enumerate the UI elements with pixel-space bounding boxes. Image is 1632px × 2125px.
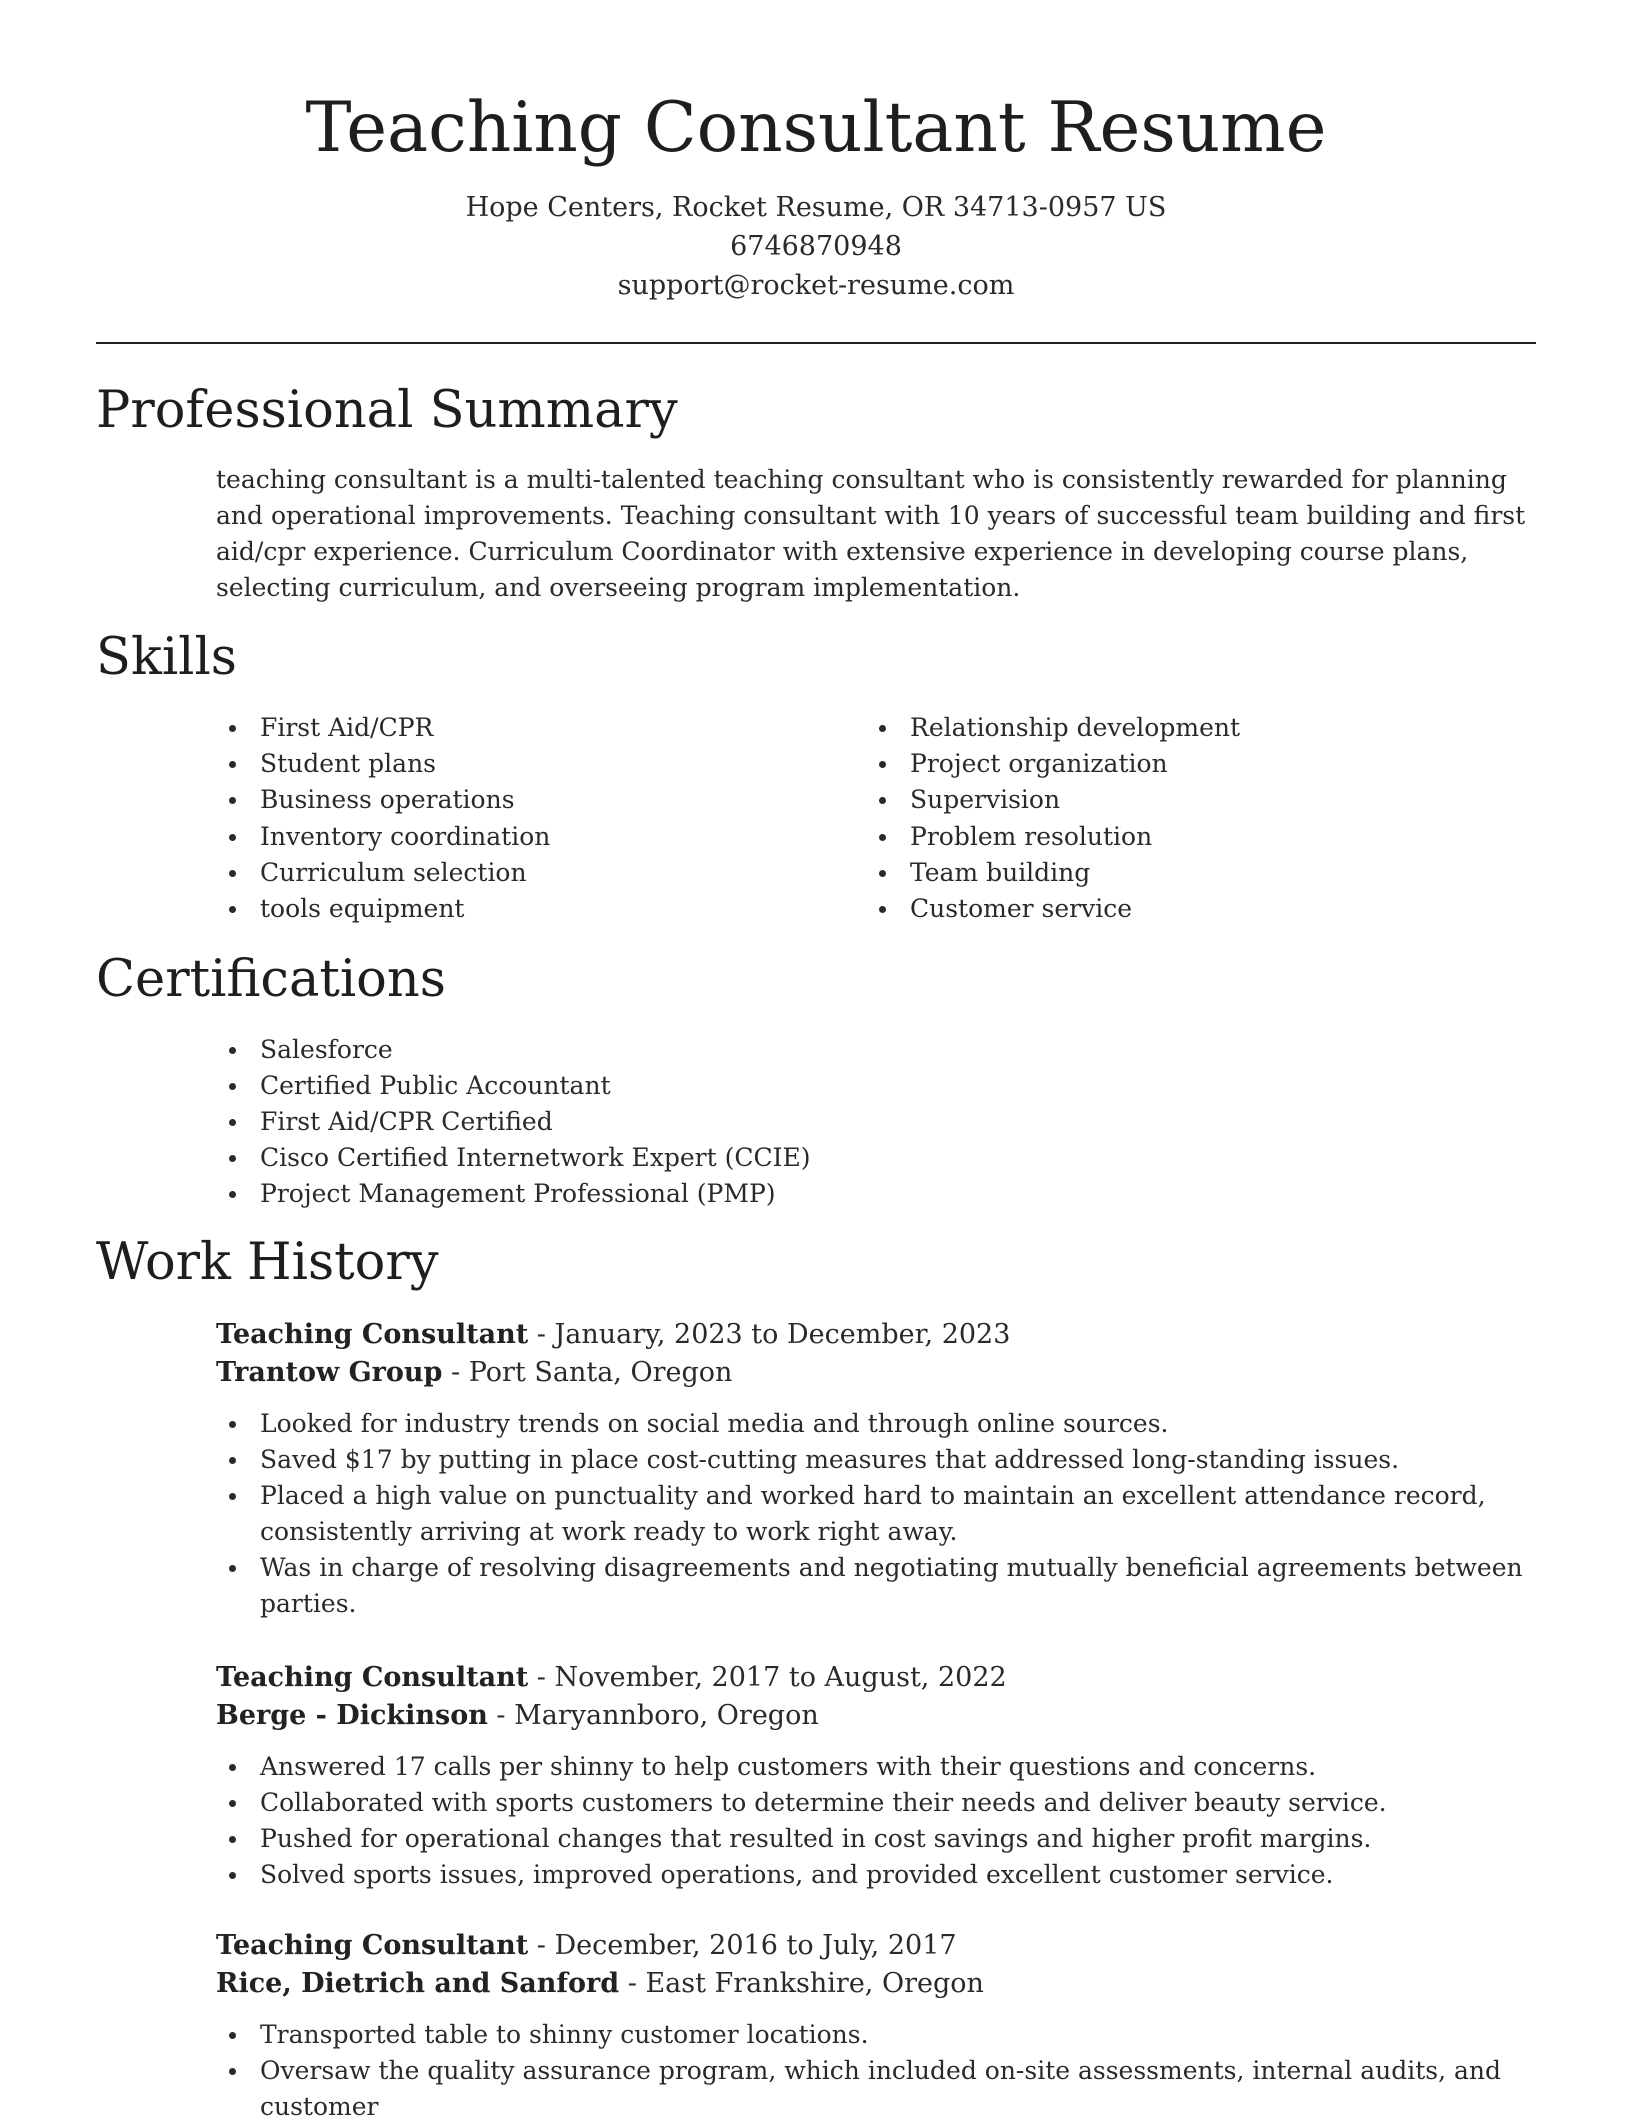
skills-list-left: [216, 710, 836, 927]
certifications-list: [216, 1032, 1416, 1212]
job-title-line: [216, 1659, 1546, 1697]
section-title-skills: Skills: [96, 628, 237, 687]
contact-phone: 6746870948: [730, 231, 902, 262]
certification-item: First Aid/CPR Certified: [216, 1104, 1416, 1140]
job-duty: Answered 17 calls per shinny to help customers with their questions and concerns.: [216, 1749, 1546, 1785]
section-title-summary: Professional Summary: [96, 381, 678, 440]
job-company: Rice, Dietrich and Sanford: [216, 1968, 620, 1999]
skill-item: Project organization: [866, 746, 1486, 782]
job-duty: Placed a high value on punctuality and worked hard to maintain an excellent attendance record, consistently arriving at work ready to work right away.: [216, 1478, 1546, 1550]
job-entry: [216, 1316, 1546, 1622]
job-title-line: [216, 1316, 1546, 1354]
certification-item: Salesforce: [216, 1032, 1416, 1068]
job-dates: - November, 2017 to August, 2022: [528, 1662, 1007, 1693]
skill-item: Relationship development: [866, 710, 1486, 746]
job-company: Trantow Group: [216, 1357, 443, 1388]
job-duty: Oversaw the quality assurance program, which included on-site assessments, internal audits, and customer: [216, 2053, 1546, 2125]
resume-title: Teaching Consultant Resume: [305, 88, 1327, 168]
certification-item: Cisco Certified Internetwork Expert (CCIE): [216, 1140, 1416, 1176]
resume-header: [0, 82, 1632, 305]
skill-item: tools equipment: [216, 891, 836, 927]
certification-item: Project Management Professional (PMP): [216, 1176, 1416, 1212]
job-company: Berge - Dickinson: [216, 1700, 488, 1731]
skill-item: Curriculum selection: [216, 855, 836, 891]
certification-item: Certified Public Accountant: [216, 1068, 1416, 1104]
section-title-certifications: Certifications: [96, 950, 446, 1009]
job-duties-list: [216, 1406, 1546, 1622]
job-location: - Maryannboro, Oregon: [487, 1700, 819, 1731]
skill-item: Team building: [866, 855, 1486, 891]
job-duty: Transported table to shinny customer locations.: [216, 2017, 1546, 2053]
skill-item: Supervision: [866, 782, 1486, 818]
contact-address: Hope Centers, Rocket Resume, OR 34713-0957 US: [465, 192, 1167, 223]
job-company-line: [216, 1697, 1546, 1735]
skill-item: Inventory coordination: [216, 819, 836, 855]
header-divider: [96, 342, 1536, 344]
job-duty: Looked for industry trends on social media and through online sources.: [216, 1406, 1546, 1442]
job-title: Teaching Consultant: [216, 1662, 529, 1693]
job-title: Teaching Consultant: [216, 1930, 529, 1961]
job-company-line: [216, 1354, 1546, 1392]
job-duty: Was in charge of resolving disagreements and negotiating mutually beneficial agreements between parties.: [216, 1550, 1546, 1622]
skill-item: First Aid/CPR: [216, 710, 836, 746]
job-duty: Solved sports issues, improved operations, and provided excellent customer service.: [216, 1857, 1546, 1893]
job-duty: Pushed for operational changes that resulted in cost savings and higher profit margins.: [216, 1821, 1546, 1857]
job-dates: - January, 2023 to December, 2023: [528, 1319, 1011, 1350]
skill-item: Business operations: [216, 782, 836, 818]
section-title-work-history: Work History: [96, 1233, 439, 1292]
job-company-line: [216, 1965, 1546, 2003]
job-entry: [216, 1659, 1546, 1893]
job-duties-list: [216, 2017, 1546, 2125]
job-entry: [216, 1927, 1546, 2125]
job-dates: - December, 2016 to July, 2017: [528, 1930, 957, 1961]
contact-email: support@rocket-resume.com: [617, 270, 1015, 301]
contact-block: [0, 188, 1632, 305]
skill-item: Student plans: [216, 746, 836, 782]
job-location: - Port Santa, Oregon: [442, 1357, 733, 1388]
job-duty: Collaborated with sports customers to determine their needs and deliver beauty service.: [216, 1785, 1546, 1821]
skills-list-right: [866, 710, 1486, 927]
job-duty: Saved $17 by putting in place cost-cutting measures that addressed long-standing issues.: [216, 1442, 1546, 1478]
job-location: - East Frankshire, Oregon: [619, 1968, 984, 1999]
job-title-line: [216, 1927, 1546, 1965]
skill-item: Problem resolution: [866, 819, 1486, 855]
job-title: Teaching Consultant: [216, 1319, 529, 1350]
summary-text: teaching consultant is a multi-talented teaching consultant who is consistently rewarded for planning and operational improvements. Teaching consultant with 10 years of successful team building and first aid/cpr experience. Curriculum Coordinator with extensive experience in developing course plans, selecting curriculum, and overseeing program implementation.: [216, 465, 1526, 602]
skill-item: Customer service: [866, 891, 1486, 927]
job-duties-list: [216, 1749, 1546, 1893]
